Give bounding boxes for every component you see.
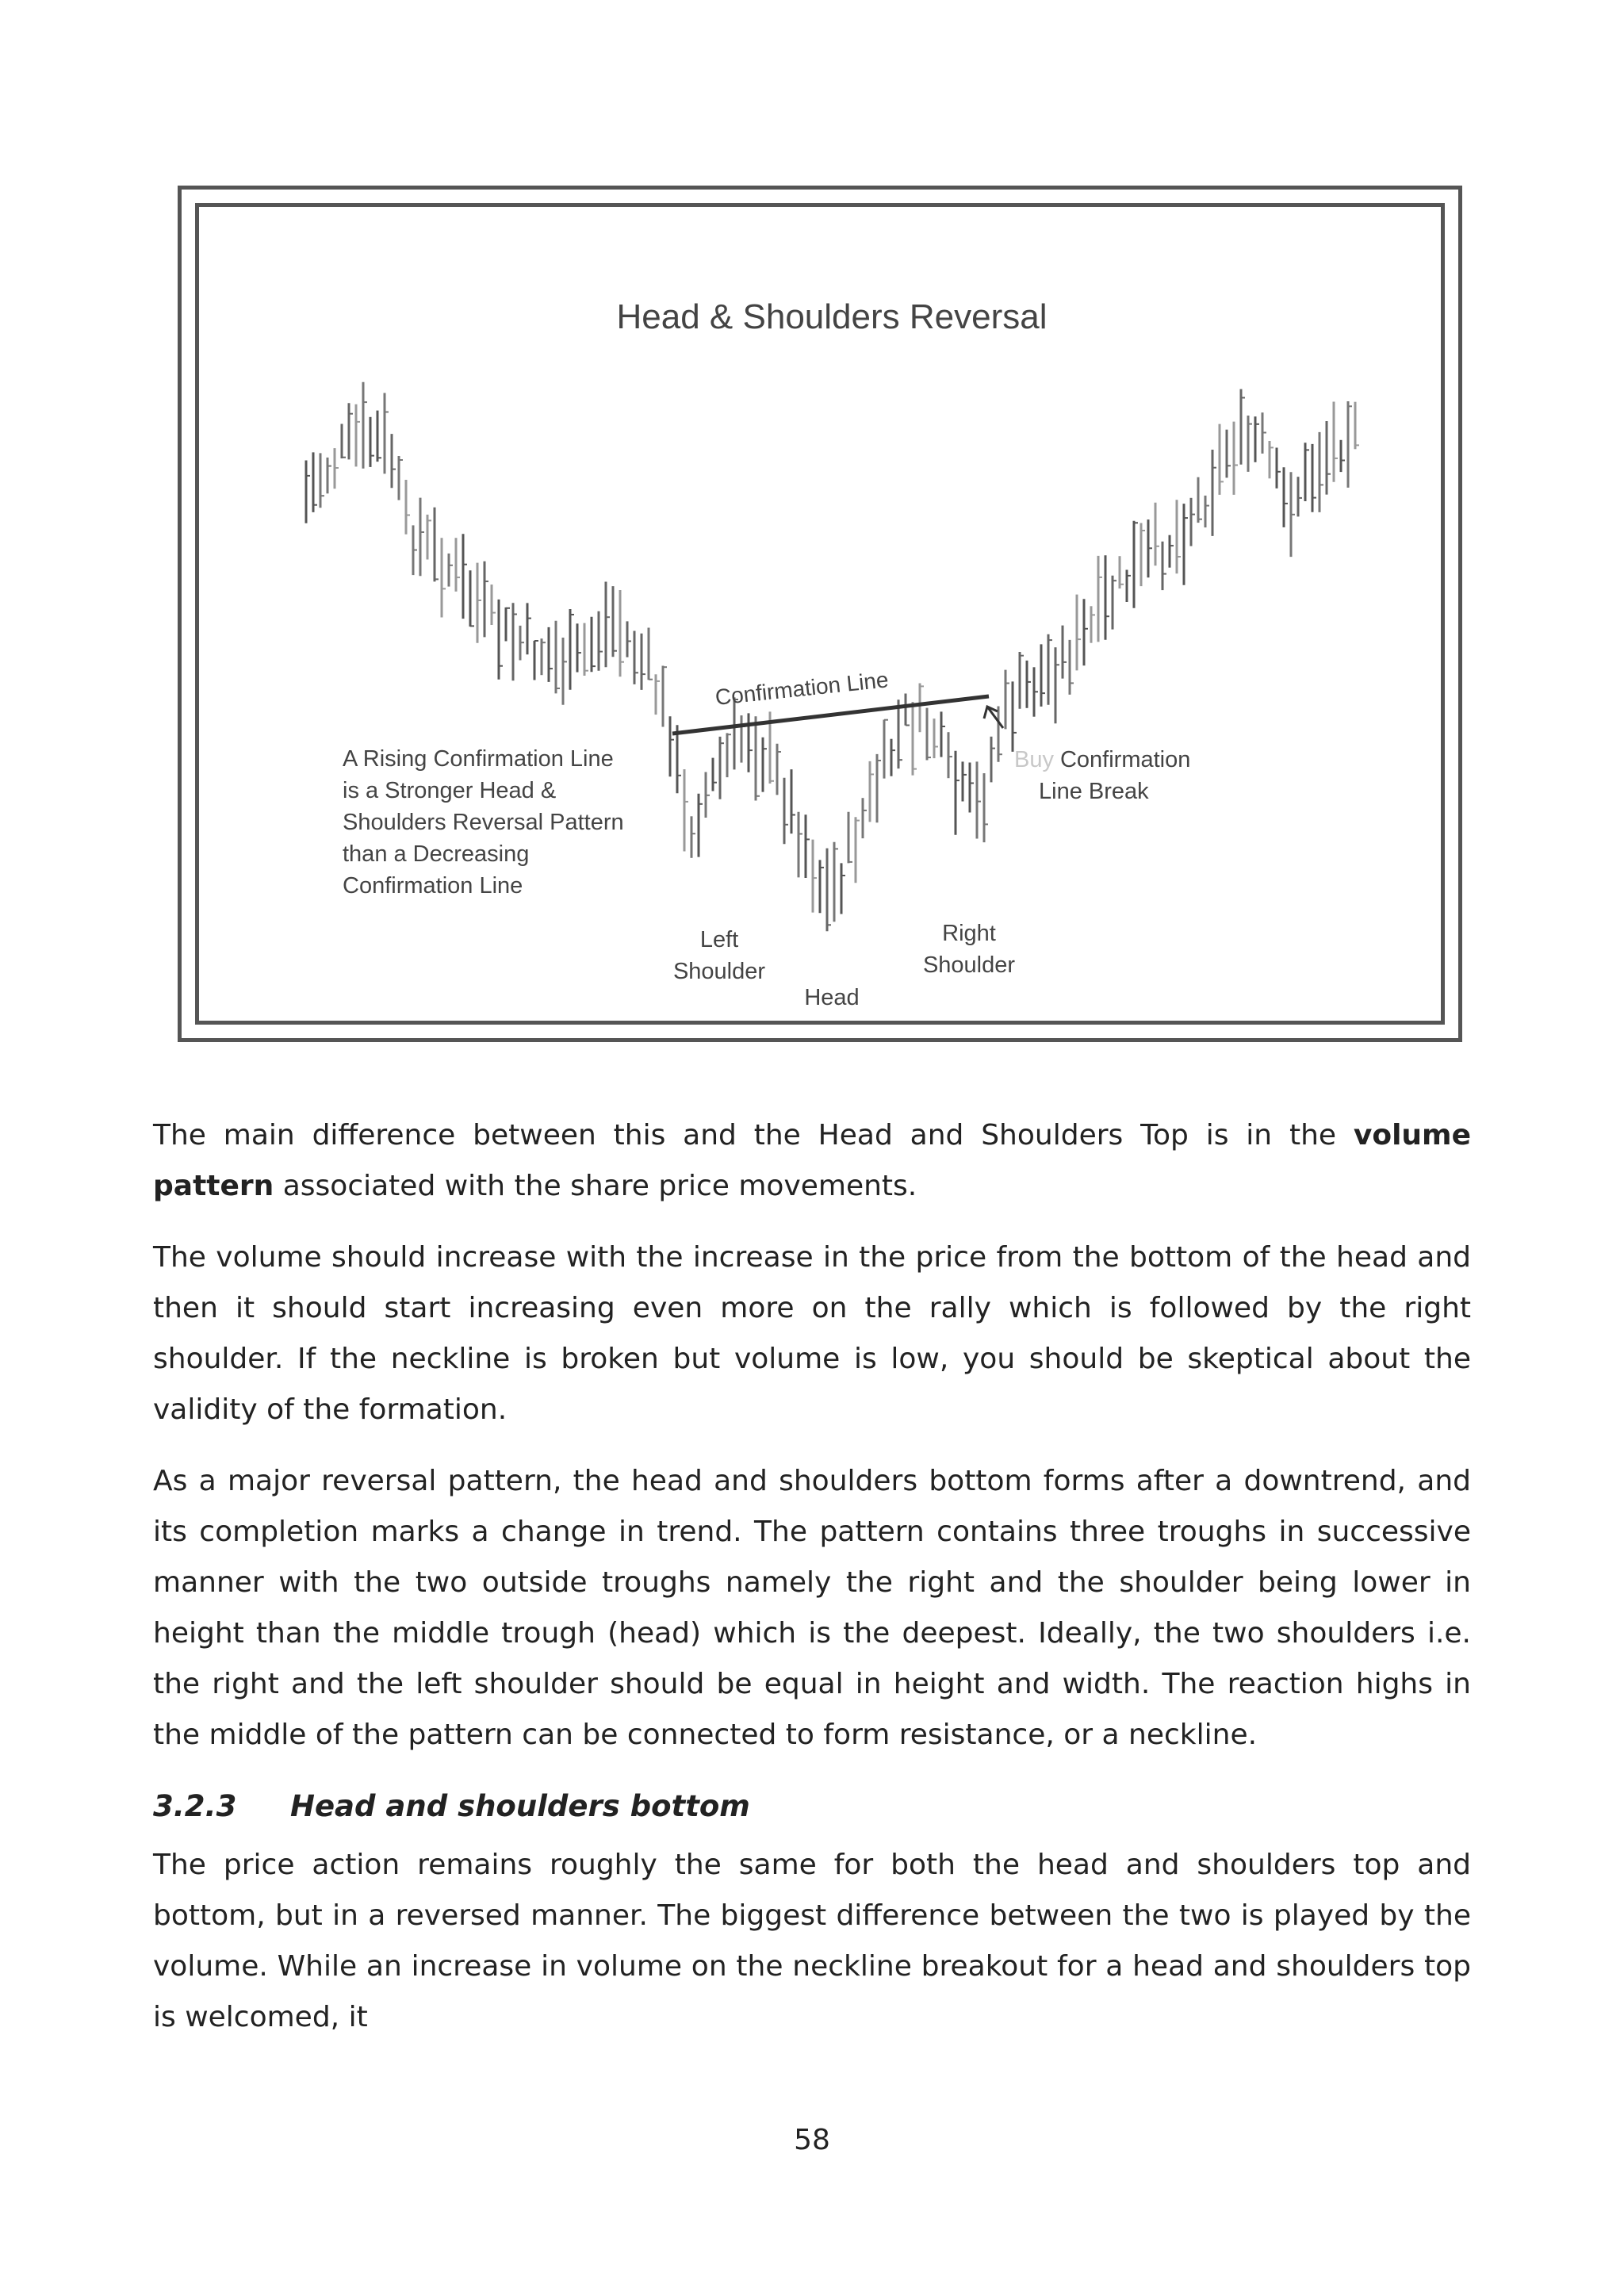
note-line-5: Confirmation Line [343, 873, 523, 899]
right-shoulder-label-1: Right [942, 921, 996, 946]
paragraph-major-reversal: As a major reversal pattern, the head and shoulders bottom forms after a downtrend, and its completion marks a change in trend. The pattern contains three troughs in successive manner with the two outside troughs namely the right and the shoulder being lower in height than the middle trough (head) which is the deepest. Ideally, the two shoulders i.e. the right and the left shoulder should be equal in height and width. The reaction highs in the middle of the pattern can be connected to form resistance, or a neckline. [153, 1465, 1471, 1751]
note-line-1: A Rising Confirmation Line [343, 746, 614, 772]
buy-word: Buy [1014, 747, 1054, 772]
paragraph-1-end: associated with the share price movements. [274, 1170, 917, 1202]
page-number: 58 [794, 2124, 830, 2156]
paragraph-1-bold: volume pattern [153, 1119, 1471, 1202]
head-and-shoulders-chart [199, 207, 1449, 1029]
buy-confirmation-label-line2: Line Break [1039, 779, 1149, 804]
paragraph-volume-pattern [153, 1110, 1471, 1212]
paragraph-volume-increase: The volume should increase with the increase in the price from the bottom of the head and then it should start increasing even more on the rally which is followed by the right shoulder. If the neckline is broken but volume is low, you should be skeptical about the validity of the formation. [153, 1241, 1471, 1426]
head-label: Head [804, 985, 860, 1010]
section-heading [153, 1781, 1471, 1832]
note-line-4: than a Decreasing [343, 841, 530, 867]
right-shoulder-label-2: Shoulder [922, 952, 1016, 978]
body-text [153, 1110, 1471, 2064]
confirmation-line-label: Confirmation Line [714, 667, 890, 710]
figure-inner-border [195, 203, 1445, 1025]
buy-confirmation-label [1014, 747, 1190, 772]
paragraph-price-action: The price action remains roughly the same for both the head and shoulders top and bottom, but in a reversed manner. The biggest difference between the two is played by the volume. While an increase in volume on the neckline breakout for a head and shoulders top is welcomed, it [153, 1849, 1471, 2033]
section-number: 3.2.3 [153, 1789, 237, 1823]
left-shoulder-label-2: Shoulder [672, 959, 766, 984]
note-line-2: is a Stronger Head & [343, 778, 557, 803]
left-shoulder-label-1: Left [699, 927, 739, 952]
section-title: Head and shoulders bottom [290, 1789, 750, 1823]
chart-title: Head & Shoulders Reversal [616, 297, 1048, 336]
buy-label-rest: Confirmation [1059, 747, 1191, 772]
note-line-3: Shoulders Reversal Pattern [343, 810, 624, 835]
paragraph-1-start: The main difference between this and the Head and Shoulders Top is in the [153, 1119, 1354, 1152]
figure-frame [178, 186, 1462, 1042]
